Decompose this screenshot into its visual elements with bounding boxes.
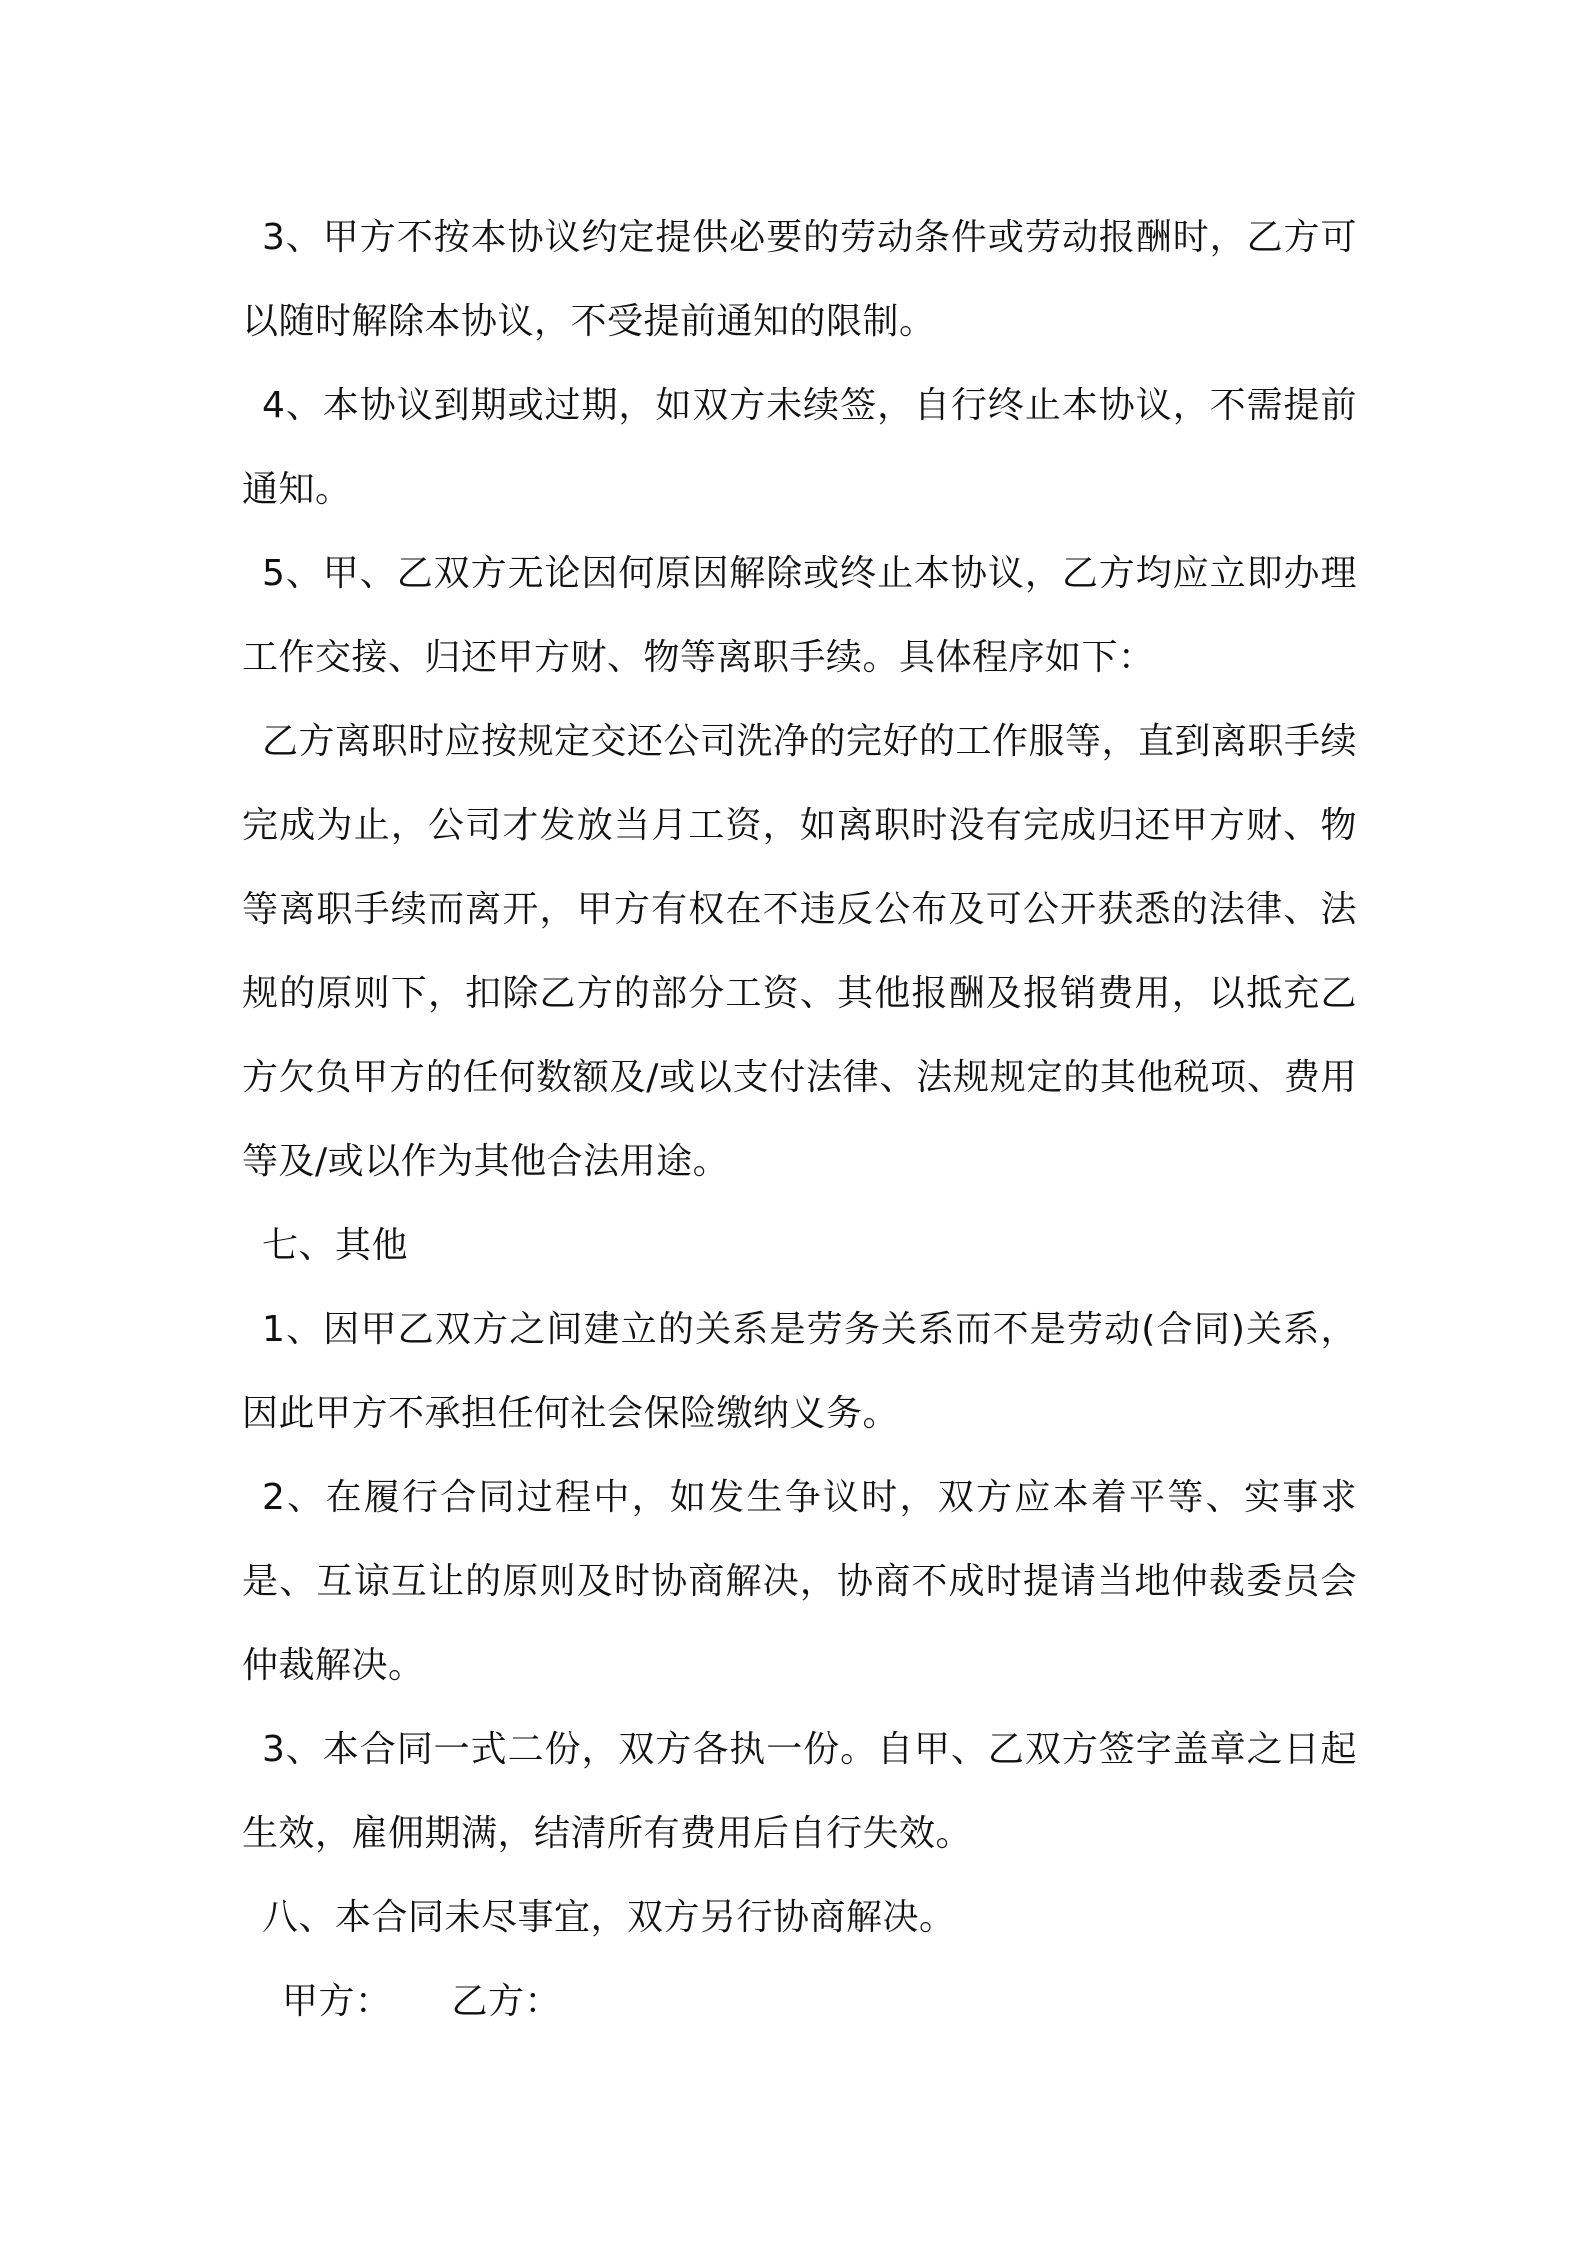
clause-4-expiry: 4、本协议到期或过期，如双方未续签，自行终止本协议，不需提前通知。	[242, 385, 1357, 510]
clause-3-termination-by-b: 3、甲方不按本协议约定提供必要的劳动条件或劳动报酬时，乙方可以随时解除本协议，不受提前通知的限制。	[242, 217, 1357, 342]
clause-7-2-dispute: 2、在履行合同过程中，如发生争议时，双方应本着平等、实事求是、互谅互让的原则及时协商解决，协商不成时提请当地仲裁委员会仲裁解决。	[242, 1477, 1357, 1686]
section-8-misc: 八、本合同未尽事宜，双方另行协商解决。	[262, 1897, 956, 1938]
document-body	[242, 196, 1357, 2044]
clause-7-3-copies: 3、本合同一式二份，双方各执一份。自甲、乙双方签字盖章之日起生效，雇佣期满，结清所有费用后自行失效。	[242, 1729, 1357, 1854]
party-a-label: 甲方：	[282, 1981, 392, 2022]
resignation-procedure: 乙方离职时应按规定交还公司洗净的完好的工作服等，直到离职手续完成为止，公司才发放当月工资，如离职时没有完成归还甲方财、物等离职手续而离开，甲方有权在不违反公布及可公开获悉的法律、法规的原则下，扣除乙方的部分工资、其他报酬及报销费用，以抵充乙方欠负甲方的任何数额及/或以支付法律、法规规定的其他税项、费用等及/或以作为其他合法用途。	[242, 721, 1358, 1182]
signature-line	[242, 1960, 1357, 2044]
clause-5-handover: 5、甲、乙双方无论因何原因解除或终止本协议，乙方均应立即办理工作交接、归还甲方财、物等离职手续。具体程序如下：	[242, 553, 1357, 678]
section-7-heading: 七、其他	[262, 1225, 409, 1266]
party-b-label: 乙方：	[451, 1981, 562, 2022]
clause-7-1-social-insurance: 1、因甲乙双方之间建立的关系是劳务关系而不是劳动(合同)关系，因此甲方不承担任何社会保险缴纳义务。	[242, 1309, 1357, 1434]
